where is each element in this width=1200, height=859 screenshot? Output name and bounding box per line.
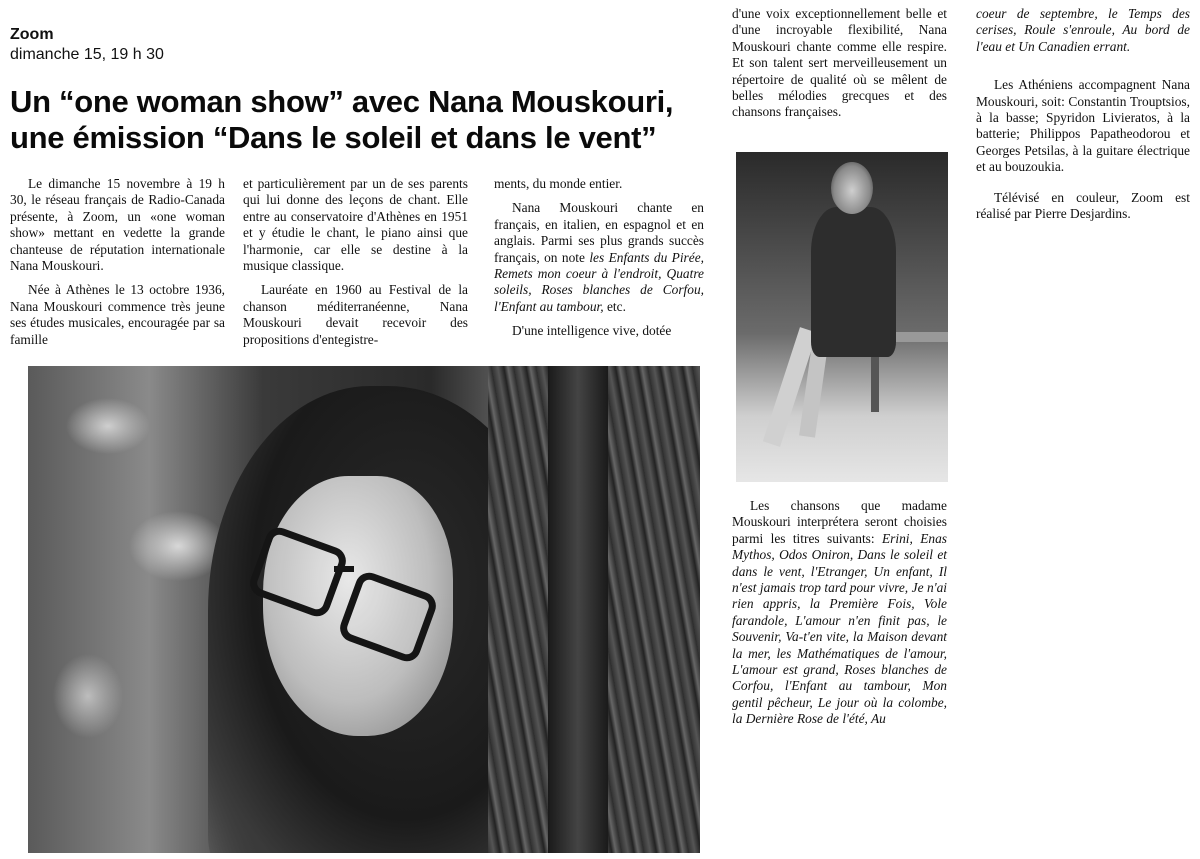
paragraph: Lauréate en 1960 au Festival de la chanson méditerranéenne, Nana Mouskouri devait recevoir des propositions d'entegistre-: [243, 282, 468, 347]
paragraph: [732, 498, 947, 728]
paragraph: Le dimanche 15 novembre à 19 h 30, le réseau français de Radio-Canada présente, à Zoom, un «one woman show» mettant en vedette la grande chanteuse de réputation internationale Nana Mouskouri.: [10, 176, 225, 274]
song-titles: coeur de septembre, le Temps des cerises, Roule s'enroule, Au bord de l'eau et Un Canadien errant.: [976, 6, 1190, 54]
glasses-bridge: [334, 566, 354, 572]
headline-line-2: une émission “Dans le soleil et dans le vent”: [10, 120, 657, 155]
broadcast-time: dimanche 15, 19 h 30: [10, 46, 164, 63]
song-titles: les Enfants du Pirée, Remets mon coeur à l'endroit, Quatre soleils, Roses blanches de Corfou, l'Enfant au tambour,: [494, 249, 705, 314]
head-shape: [831, 162, 873, 214]
song-titles: Erini, Enas Mythos, Odos Oniron, Dans le soleil et dans le vent, l'Etranger, Un enfant, Il n'est jamais trop tard pour vivre, Je n'ai rien appris, la Première Fois, Vole farandole, L'amour n'en finit pas, le Souvenir, Va-t'en vite, la Maison devant la mer, les Mathématiques de l'amour, L'amour est grand, Roses blanches de Corfou, l'Enfant au tambour, Mon gentil pêcheur, Le jour où la colombe, la Dernière Rose de l'été, Au: [732, 530, 947, 727]
article-column-2: [243, 176, 468, 356]
article-column-1: [10, 176, 225, 356]
article-column-4-continued: [732, 498, 947, 736]
paragraph: D'une intelligence vive, dotée: [512, 323, 672, 339]
paragraph: Les Athéniens accompagnent Nana Mouskouri, soit: Constantin Trouptsios, à la basse; Spyridon Livieratos, à la batterie; Philippos Papatheodorou et Georges Petsilas, à la guitare électrique et au bouzoukia.: [976, 77, 1190, 175]
text-span: etc.: [603, 298, 626, 314]
text-span: Les chansons que madame Mouskouri interprétera seront choisies parmi les titres suivants:: [732, 498, 947, 546]
tree-trunk-shadow: [548, 366, 608, 853]
section-label: Zoom: [10, 26, 54, 43]
body-shape: [811, 207, 896, 357]
paragraph: et particulièrement par un de ses parents qui lui donne des leçons de chant. Elle entre au conservatoire d'Athènes en 1951 et y étudie le chant, le piano ainsi que l'harmonie, car elle se destine à la musique classique.: [243, 176, 468, 274]
headline-line-1: Un “one woman show” avec Nana Mouskouri,: [10, 84, 674, 119]
article-column-5: [976, 6, 1190, 230]
portrait-photo: [28, 366, 700, 853]
paragraph: Née à Athènes le 13 octobre 1936, Nana Mouskouri commence très jeune ses études musicales, encouragée par sa famille: [10, 282, 225, 347]
paragraph: [976, 6, 1190, 55]
article-column-4: [732, 6, 947, 129]
paragraph: Télévisé en couleur, Zoom est réalisé par Pierre Desjardins.: [976, 189, 1190, 222]
paragraph: [494, 200, 704, 315]
paragraph: ments, du monde entier.: [494, 176, 623, 191]
text-span: Nana Mouskouri chante en français, en italien, en espagnol et en anglais. Parmi ses plus grands succès français, on note: [494, 200, 704, 265]
article-column-3: [494, 176, 704, 348]
seated-portrait-photo: [736, 152, 948, 482]
paragraph: d'une voix exceptionnellement belle et d'une incroyable flexibilité, Nana Mouskouri chante comme elle respire. Et son talent sert merveilleusement un répertoire de qualité où se mêlent de belles mélodies grecques et des chansons françaises.: [732, 6, 947, 120]
